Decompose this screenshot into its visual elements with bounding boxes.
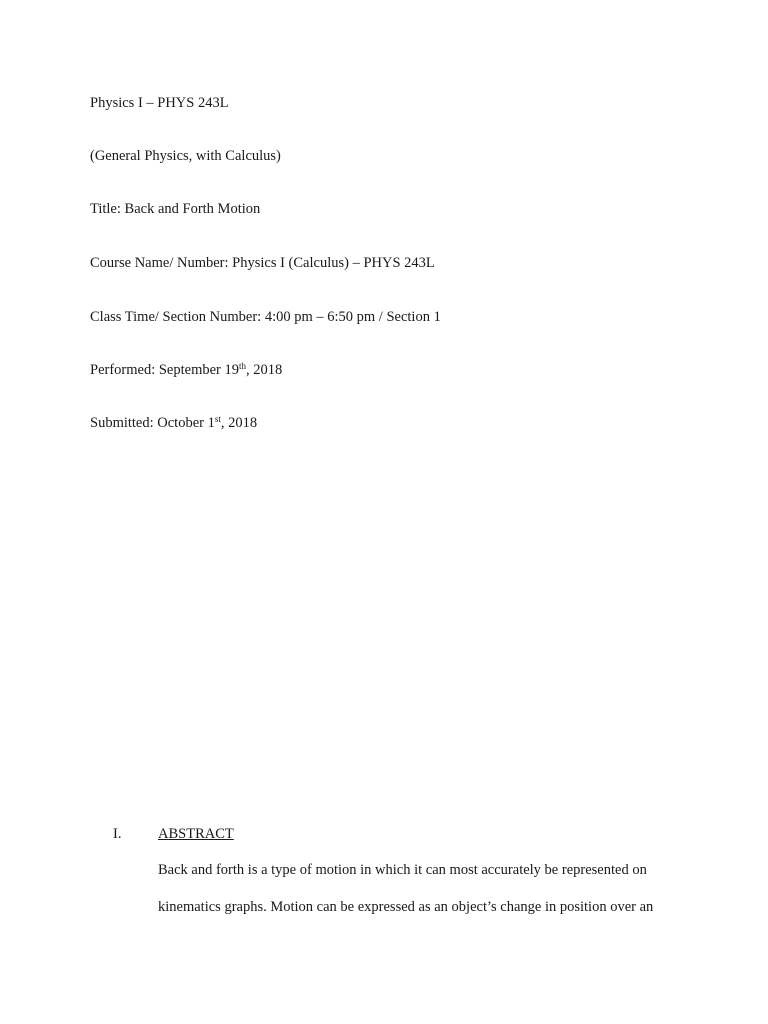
submitted-date-prefix: Submitted: October 1 [90, 415, 215, 431]
class-time-line: Class Time/ Section Number: 4:00 pm – 6:50 pm / Section 1 [90, 309, 441, 325]
section-numeral: I. [113, 826, 122, 842]
submitted-date-ordinal: st [214, 414, 221, 424]
submitted-date-suffix: , 2018 [220, 415, 258, 431]
course-line: Physics I – PHYS 243L [90, 95, 229, 111]
performed-date-ordinal: th [239, 361, 247, 371]
performed-date-line [90, 361, 282, 379]
performed-date-prefix: Performed: September 19 [90, 362, 239, 378]
title-line: Title: Back and Forth Motion [90, 201, 261, 217]
submitted-date-line [90, 414, 257, 432]
performed-date-suffix: , 2018 [246, 362, 283, 378]
course-name-line: Course Name/ Number: Physics I (Calculus) – PHYS 243L [90, 255, 435, 271]
subtitle-line: (General Physics, with Calculus) [90, 148, 281, 164]
section-title: ABSTRACT [158, 826, 234, 842]
abstract-paragraph-line: Back and forth is a type of motion in which it can most accurately be represented on [158, 862, 647, 878]
abstract-paragraph-line: kinematics graphs. Motion can be expressed as an object’s change in position over an [158, 899, 654, 915]
